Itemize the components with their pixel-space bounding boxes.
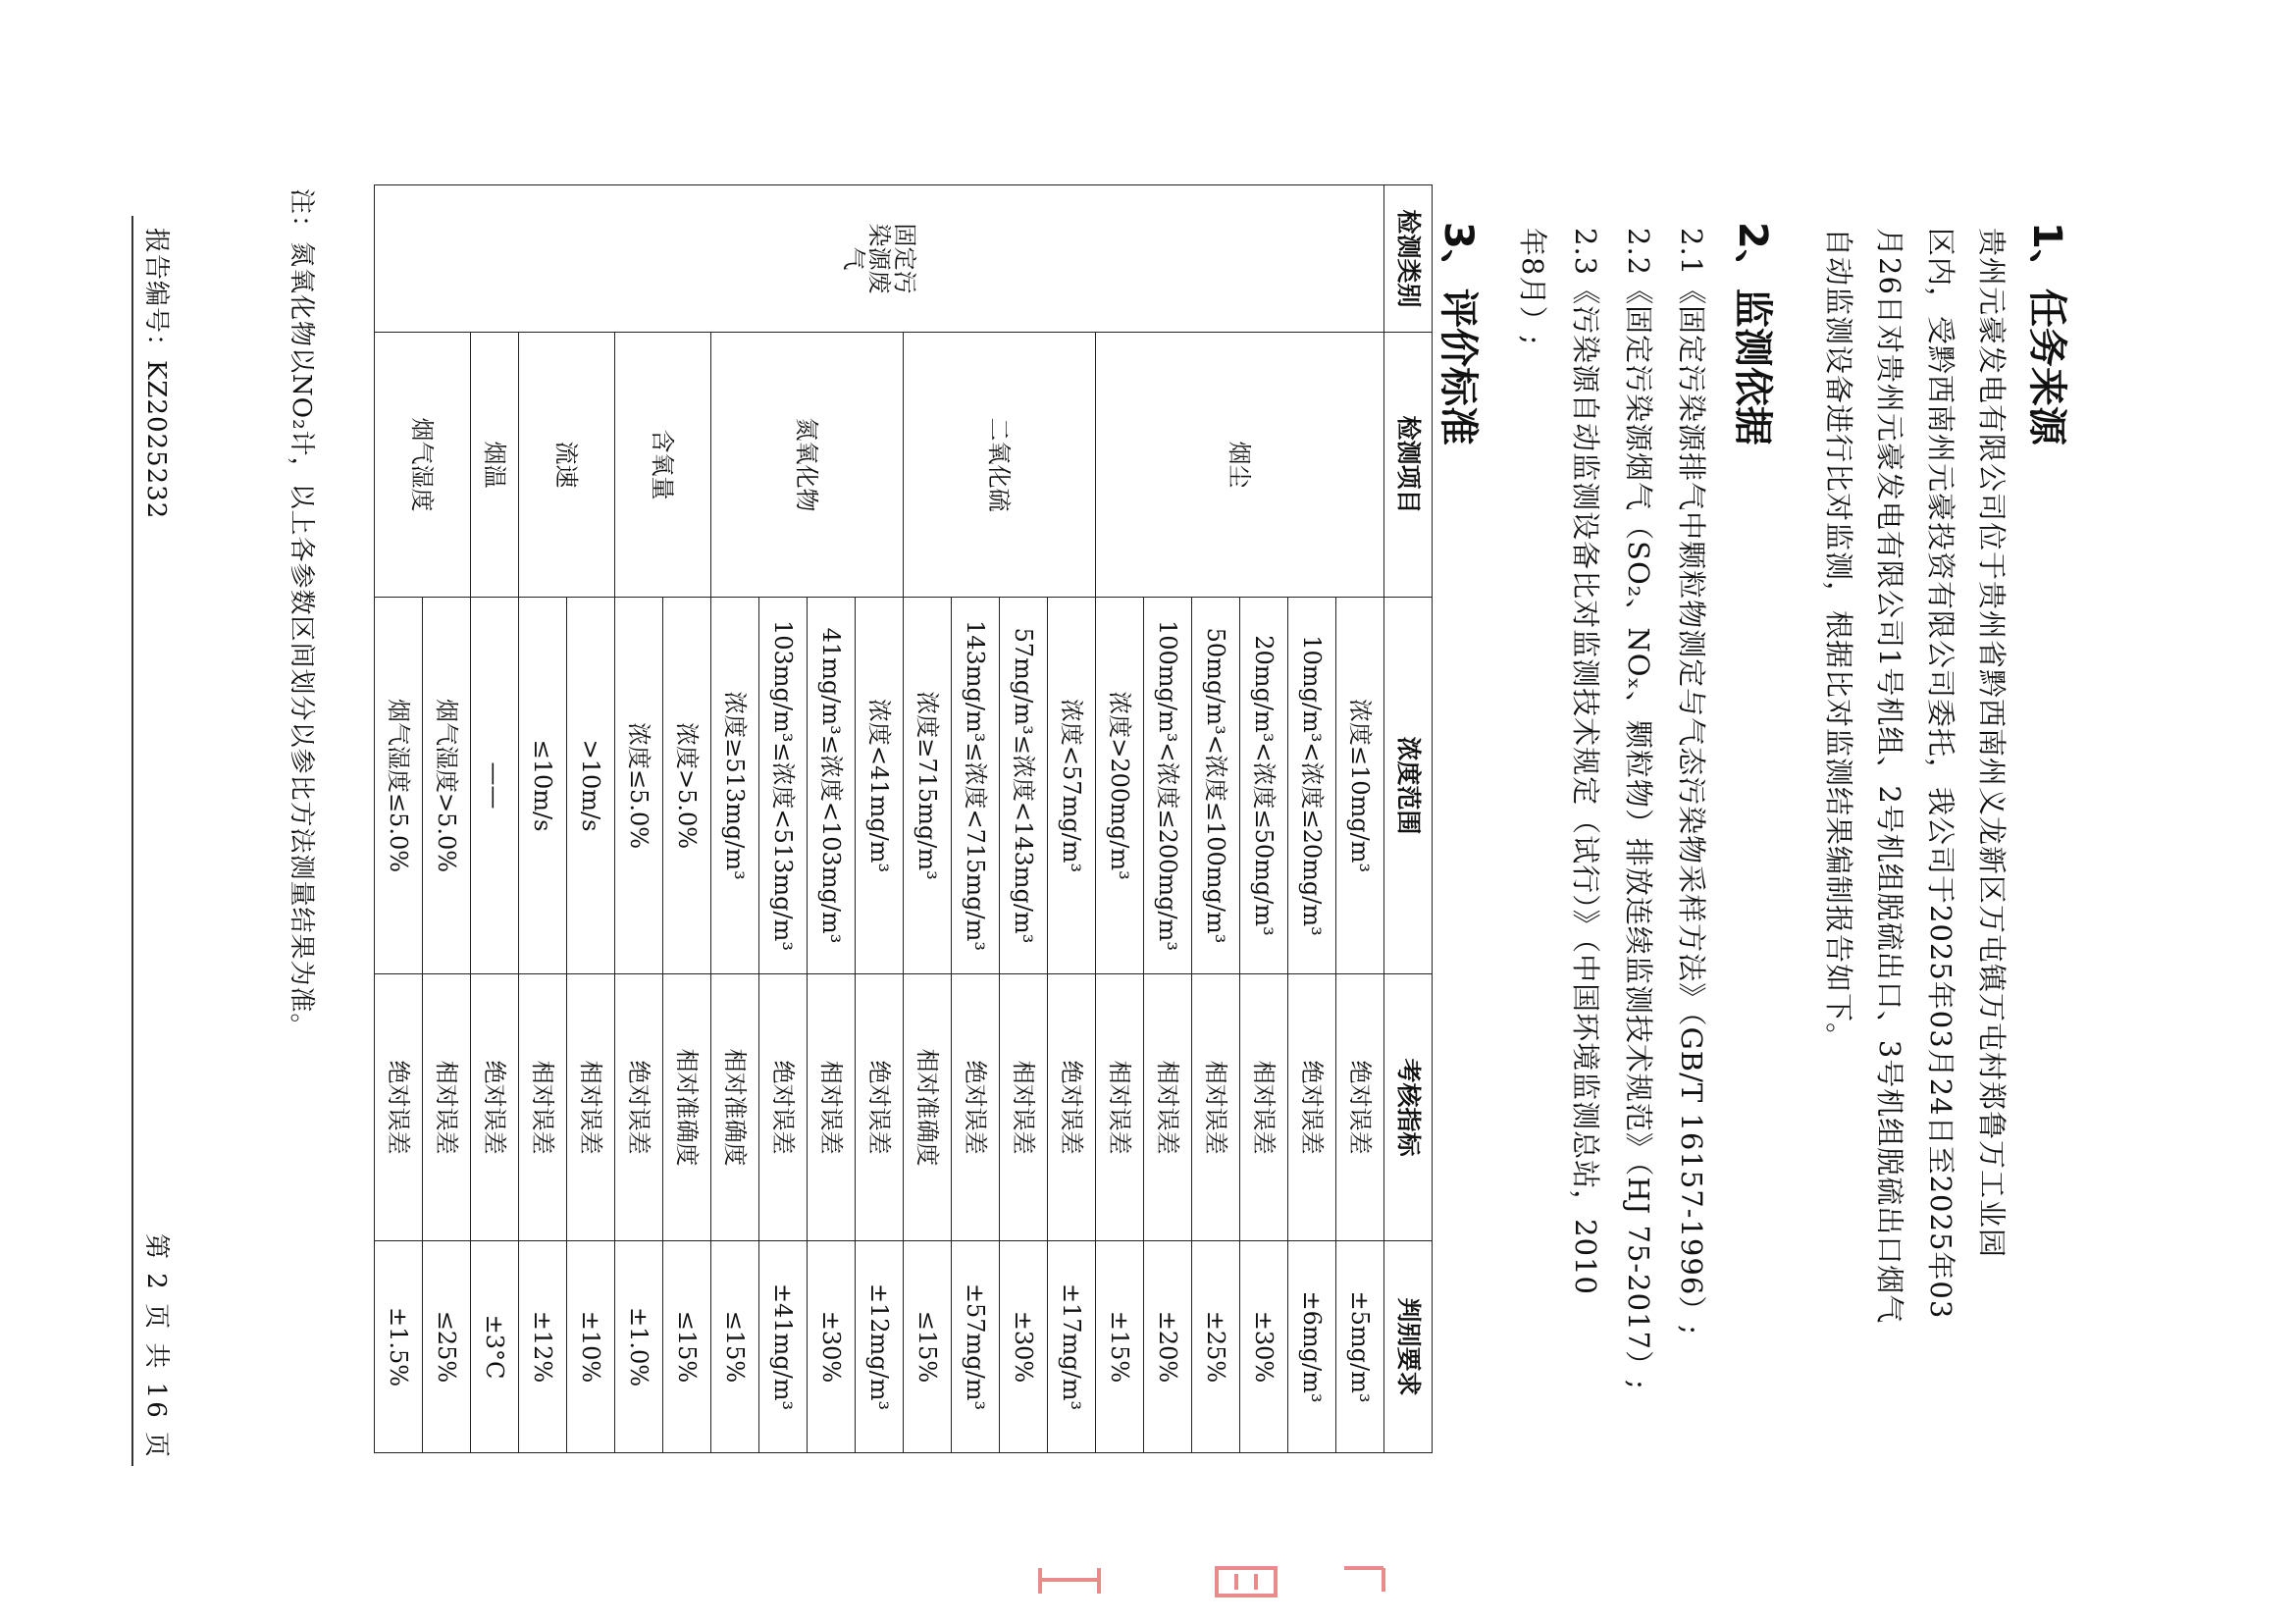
- range-cell: 100mg/m³<浓度≤200mg/m³: [1144, 598, 1192, 974]
- section-2-title: 2、监测依据: [1730, 222, 1775, 445]
- table-row: [423, 185, 471, 1453]
- indicator-cell: 绝对误差: [759, 974, 808, 1241]
- requirement-cell: ±57mg/m³: [952, 1241, 1000, 1453]
- header-indicator: 考核指标: [1384, 974, 1433, 1241]
- header-divider: [131, 216, 133, 1466]
- indicator-cell: 绝对误差: [1048, 974, 1096, 1241]
- section-1-title: 1、任务来源: [2024, 222, 2069, 445]
- table-row: [856, 185, 904, 1453]
- indicator-cell: 相对误差: [808, 974, 856, 1241]
- range-cell: 浓度<41mg/m³: [856, 598, 904, 974]
- indicator-cell: 相对误差: [1144, 974, 1192, 1241]
- table-note: 注：氮氧化物以NO₂计，以上各参数区间划分以参比方法测量结果为准。: [287, 188, 316, 1040]
- category-cell: 固定污染源废气: [375, 185, 1384, 333]
- range-cell: 143mg/m³≤浓度<715mg/m³: [952, 598, 1000, 974]
- item-cell: 烟温: [471, 333, 519, 598]
- section-2-line: 年8月）;: [1516, 228, 1549, 346]
- range-cell: 烟气湿度>5.0%: [423, 598, 471, 974]
- indicator-cell: 相对误差: [1192, 974, 1240, 1241]
- requirement-cell: ±15%: [1096, 1241, 1144, 1453]
- indicator-cell: 相对准确度: [711, 974, 759, 1241]
- indicator-cell: 相对误差: [519, 974, 567, 1241]
- indicator-cell: 绝对误差: [1288, 974, 1336, 1241]
- section-1-line: 月26日对贵州元豪发电有限公司1号机组、2号机组脱硫出口、3号机组脱硫出口烟气: [1873, 228, 1906, 1325]
- requirement-cell: ±25%: [1192, 1241, 1240, 1453]
- requirement-cell: ±17mg/m³: [1048, 1241, 1096, 1453]
- range-cell: 浓度<57mg/m³: [1048, 598, 1096, 974]
- requirement-cell: ±1.0%: [615, 1241, 663, 1453]
- item-cell: 流速: [519, 333, 615, 598]
- indicator-cell: 相对误差: [1096, 974, 1144, 1241]
- report-number: 报告编号：KZ2025232: [141, 228, 171, 520]
- indicator-cell: 相对误差: [1240, 974, 1288, 1241]
- indicator-cell: 相对准确度: [663, 974, 711, 1241]
- table-header-row: [1384, 185, 1433, 1453]
- range-cell: 浓度>5.0%: [663, 598, 711, 974]
- range-cell: 浓度≥715mg/m³: [904, 598, 952, 974]
- requirement-cell: ≤15%: [663, 1241, 711, 1453]
- indicator-cell: 绝对误差: [615, 974, 663, 1241]
- table-row: [567, 185, 615, 1453]
- table-row: [1336, 185, 1384, 1453]
- requirement-cell: ±41mg/m³: [759, 1241, 808, 1453]
- range-cell: 103mg/m³≤浓度<513mg/m³: [759, 598, 808, 974]
- indicator-cell: 绝对误差: [1336, 974, 1384, 1241]
- indicator-cell: 相对准确度: [904, 974, 952, 1241]
- requirement-cell: ±30%: [1240, 1241, 1288, 1453]
- red-stamp-fragment: [1001, 1560, 1393, 1599]
- header-category: 检测类别: [1384, 185, 1433, 333]
- requirement-cell: ±3°C: [471, 1241, 519, 1453]
- requirement-cell: ±12%: [519, 1241, 567, 1453]
- section-2-line: 2.1《固定污染源排气中颗粒物测定与气态污染物采样方法》（GB/T 16157-1996）;: [1675, 228, 1708, 1336]
- range-cell: 浓度≤10mg/m³: [1336, 598, 1384, 974]
- section-2-line: 2.3《污染源自动监测设备比对监测技术规定（试行）》（中国环境监测总站，2010: [1569, 228, 1602, 1295]
- range-cell: 41mg/m³≤浓度<103mg/m³: [808, 598, 856, 974]
- range-cell: ≤10m/s: [519, 598, 567, 974]
- requirement-cell: ≤15%: [711, 1241, 759, 1453]
- range-cell: 10mg/m³<浓度≤20mg/m³: [1288, 598, 1336, 974]
- indicator-cell: 绝对误差: [471, 974, 519, 1241]
- requirement-cell: ≤15%: [904, 1241, 952, 1453]
- indicator-cell: 相对误差: [423, 974, 471, 1241]
- indicator-cell: 相对误差: [567, 974, 615, 1241]
- requirement-cell: ±6mg/m³: [1288, 1241, 1336, 1453]
- requirement-cell: ±10%: [567, 1241, 615, 1453]
- range-cell: 浓度≥513mg/m³: [711, 598, 759, 974]
- range-cell: 烟气湿度≤5.0%: [375, 598, 423, 974]
- indicator-cell: 绝对误差: [375, 974, 423, 1241]
- indicator-cell: 相对误差: [1000, 974, 1048, 1241]
- requirement-cell: ±12mg/m³: [856, 1241, 904, 1453]
- section-1-line: 贵州元豪发电有限公司位于贵州省黔西南州义龙新区万屯镇万屯村郑鲁万工业园: [1975, 228, 2009, 1259]
- range-cell: 20mg/m³<浓度≤50mg/m³: [1240, 598, 1288, 974]
- range-cell: >10m/s: [567, 598, 615, 974]
- range-cell: 50mg/m³<浓度≤100mg/m³: [1192, 598, 1240, 974]
- requirement-cell: ≤25%: [423, 1241, 471, 1453]
- header-item: 检测项目: [1384, 333, 1433, 598]
- range-cell: 57mg/m³≤浓度<143mg/m³: [1000, 598, 1048, 974]
- item-cell: 二氧化硫: [904, 333, 1096, 598]
- section-3-title: 3、评价标准: [1435, 222, 1481, 445]
- requirement-cell: ±30%: [808, 1241, 856, 1453]
- requirement-cell: ±30%: [1000, 1241, 1048, 1453]
- section-1-line: 自动监测设备进行比对监测，根据比对监测结果编制报告如下。: [1822, 228, 1855, 1053]
- item-cell: 烟尘: [1096, 333, 1384, 598]
- section-2-line: 2.2《固定污染源烟气（SO₂、NOₓ、颗粒物）排放连续监测技术规范》（HJ 75-2017）;: [1622, 228, 1655, 1390]
- page-info: 第 2 页 共 16 页: [141, 1233, 171, 1460]
- requirement-cell: ±5mg/m³: [1336, 1241, 1384, 1453]
- range-cell: ——: [471, 598, 519, 974]
- section-1-line: 区内，受黔西南州元豪投资有限公司委托，我公司于2025年03月24日至2025年03: [1924, 228, 1957, 1320]
- standards-table: [374, 184, 1433, 1453]
- table-row: [471, 185, 519, 1453]
- header-requirement: 判别要求: [1384, 1241, 1433, 1453]
- item-cell: 含氧量: [615, 333, 711, 598]
- indicator-cell: 绝对误差: [952, 974, 1000, 1241]
- header-range: 浓度范围: [1384, 598, 1433, 974]
- indicator-cell: 绝对误差: [856, 974, 904, 1241]
- requirement-cell: ±20%: [1144, 1241, 1192, 1453]
- table-row: [663, 185, 711, 1453]
- range-cell: 浓度≤5.0%: [615, 598, 663, 974]
- item-cell: 氮氧化物: [711, 333, 904, 598]
- range-cell: 浓度>200mg/m³: [1096, 598, 1144, 974]
- table-row: [1048, 185, 1096, 1453]
- item-cell: 烟气湿度: [375, 333, 471, 598]
- requirement-cell: ±1.5%: [375, 1241, 423, 1453]
